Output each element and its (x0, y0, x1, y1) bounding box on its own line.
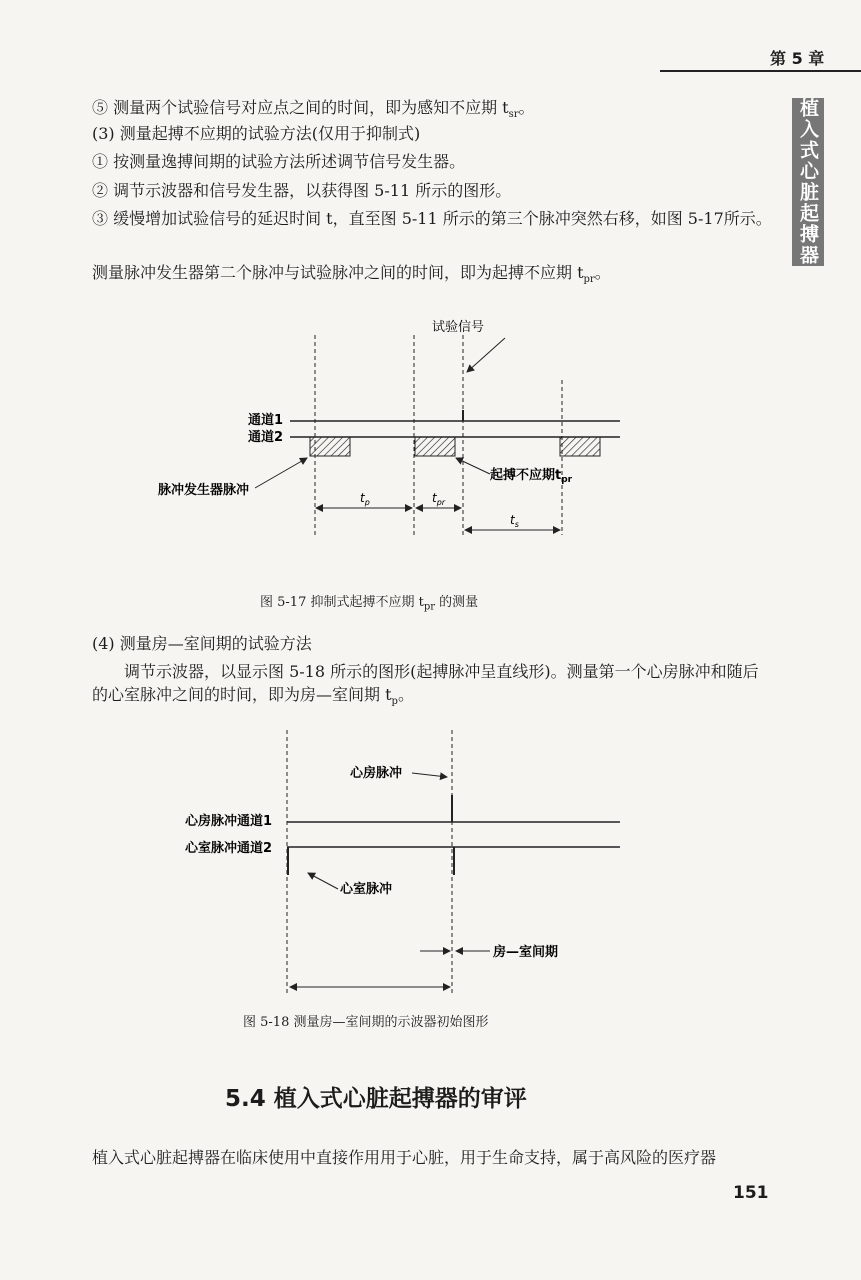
label-atrial-pulse: 心房脉冲 (350, 766, 403, 781)
pulse-3 (560, 437, 600, 456)
figure-5-18-caption: 图 5-18 测量房—室间期的示波器初始图形 (243, 1015, 489, 1030)
label-tpr: $t_{pr}$ (432, 491, 446, 507)
side-tab: 植入式心脏起搏器 (792, 98, 824, 266)
label-av-interval: 房—室间期 (493, 945, 559, 960)
label-pace-refractory: 起搏不应期$t_{pr}$ (490, 468, 573, 485)
figure-5-18 (180, 725, 660, 1005)
pulse-1 (310, 437, 350, 456)
paragraph-6: 测量脉冲发生器第二个脉冲与试验脉冲之间的时间，即为起搏不应期 $t_{pr}$。 (92, 263, 611, 286)
label-ventricle-channel-2: 心室脉冲通道2 (185, 841, 273, 856)
figure-5-17-caption: 图 5-17 抑制式起搏不应期 $t_{pr}$ 的测量 (260, 595, 479, 613)
label-ts: $t_s$ (510, 513, 519, 529)
paragraph-1: ⑤ 测量两个试验信号对应点之间的时间，即为感知不应期 $t_{sr}$。 (92, 98, 535, 121)
figure-5-17 (150, 290, 650, 580)
paragraph-3: ① 按测量逸搏间期的试验方法所述调节信号发生器。 (92, 152, 466, 171)
label-pulse-generator: 脉冲发生器脉冲 (158, 483, 250, 498)
page-number: 151 (733, 1183, 769, 1203)
label-ventricle-pulse: 心室脉冲 (340, 882, 393, 897)
chapter-header: 第 5 章 (770, 49, 825, 68)
paragraph-8: 调节示波器，以显示图 5-18 所示的图形(起搏脉冲呈直线形)。测量第一个心房脉冲和随后的心室脉冲之间的时间，即为房—室间期 $t_p$。 (92, 662, 759, 708)
paragraph-4: ② 调节示波器和信号发生器，以获得图 5-11 所示的图形。 (92, 181, 512, 200)
header-rule (660, 70, 861, 72)
label-channel-1: 通道1 (248, 413, 284, 428)
pulse-2 (415, 437, 455, 456)
paragraph-7: (4) 测量房—室间期的试验方法 (92, 634, 312, 653)
label-atrial-channel-1: 心房脉冲通道1 (185, 814, 273, 829)
paragraph-5: ③ 缓慢增加试验信号的延迟时间 t，直至图 5-11 所示的第三个脉冲突然右移，如图 5-17所示。 (92, 209, 772, 228)
label-channel-2: 通道2 (248, 430, 284, 445)
section-title: 5.4 植入式心脏起搏器的审评 (225, 1086, 527, 1112)
paragraph-9: 植入式心脏起搏器在临床使用中直接作用用于心脏，用于生命支持，属于高风险的医疗器 (92, 1148, 717, 1167)
label-tp: $t_p$ (360, 491, 370, 507)
paragraph-2: (3) 测量起搏不应期的试验方法(仅用于抑制式) (92, 124, 421, 143)
label-test-signal: 试验信号 (432, 320, 485, 335)
